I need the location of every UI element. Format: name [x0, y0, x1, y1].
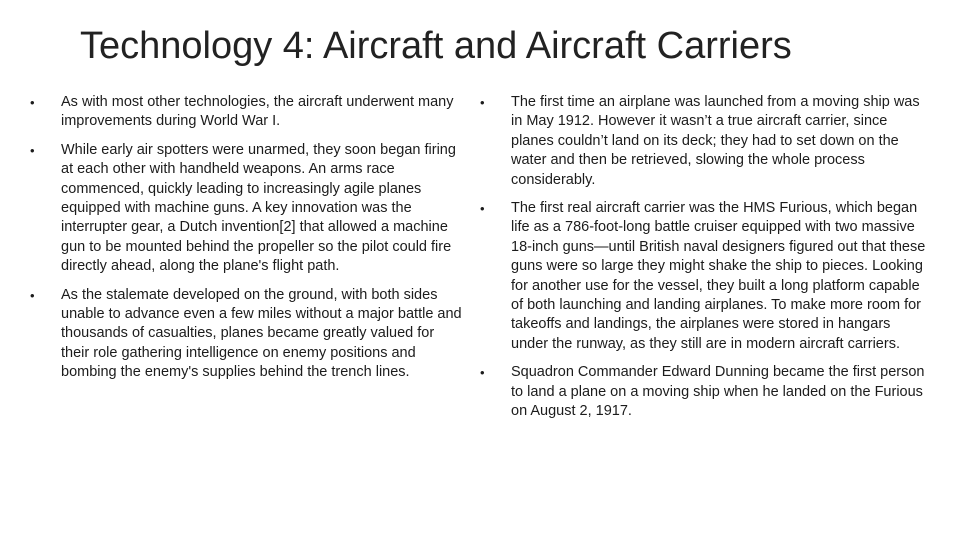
- bullet-item: [30, 141, 462, 277]
- bullet-icon: •: [30, 142, 35, 158]
- bullet-text: As with most other technologies, the aircraft underwent many improvements during World War I.: [61, 94, 454, 130]
- bullet-text: The first time an airplane was launched from a moving ship was in May 1912. However it wasn’t a true aircraft carrier, since planes couldn’t land on its deck; they had to set down on the water and then be retrieved, slowing the whole process considerably.: [511, 94, 920, 188]
- left-column: [30, 93, 462, 383]
- bullet-icon: •: [30, 95, 35, 110]
- bullet-text: As the stalemate developed on the ground, with both sides unable to advance even a few miles without a major battle and thousands of casualties, planes became greatly valued for their role gathering intelligence on enemy positions and bombing the enemy's supplies behind the trench lines.: [61, 286, 462, 381]
- bullet-icon: •: [30, 287, 35, 303]
- right-column: [480, 93, 928, 422]
- right-bullet-list: [480, 93, 928, 422]
- bullet-item: [30, 93, 462, 132]
- bullet-item: [480, 93, 928, 190]
- bullet-icon: •: [480, 365, 485, 381]
- left-bullet-list: [30, 93, 462, 383]
- bullet-icon: •: [480, 95, 485, 110]
- bullet-text: Squadron Commander Edward Dunning became the first person to land a plane on a moving ship when he landed on the Furious on August 2, 1917.: [511, 364, 925, 420]
- slide-title: Technology 4: Aircraft and Aircraft Carriers: [80, 25, 792, 67]
- bullet-item: [480, 363, 928, 421]
- bullet-icon: •: [480, 201, 485, 217]
- bullet-text: While early air spotters were unarmed, they soon began firing at each other with handheld weapons. An arms race commenced, quickly leading to increasingly agile planes equipped with machine guns. A key innovation was the interrupter gear, a Dutch invention[2] that allowed a machine gun to be mounted behind the propeller so the pilot could fire directly ahead, along the plane's flight path.: [61, 141, 456, 275]
- bullet-text: The first real aircraft carrier was the HMS Furious, which began life as a 786-foot-long battle cruiser equipped with two massive 18-inch guns—until British naval designers figured out that these guns were so large they might shake the ship to pieces. Looking for another use for the vessel, they built a long platform capable of both launching and landing airplanes. To make more room for takeoffs and landings, the airplanes were stored in hangars under the runway, as they still are in modern aircraft carriers.: [511, 200, 926, 352]
- bullet-item: [480, 199, 928, 354]
- bullet-item: [30, 286, 462, 383]
